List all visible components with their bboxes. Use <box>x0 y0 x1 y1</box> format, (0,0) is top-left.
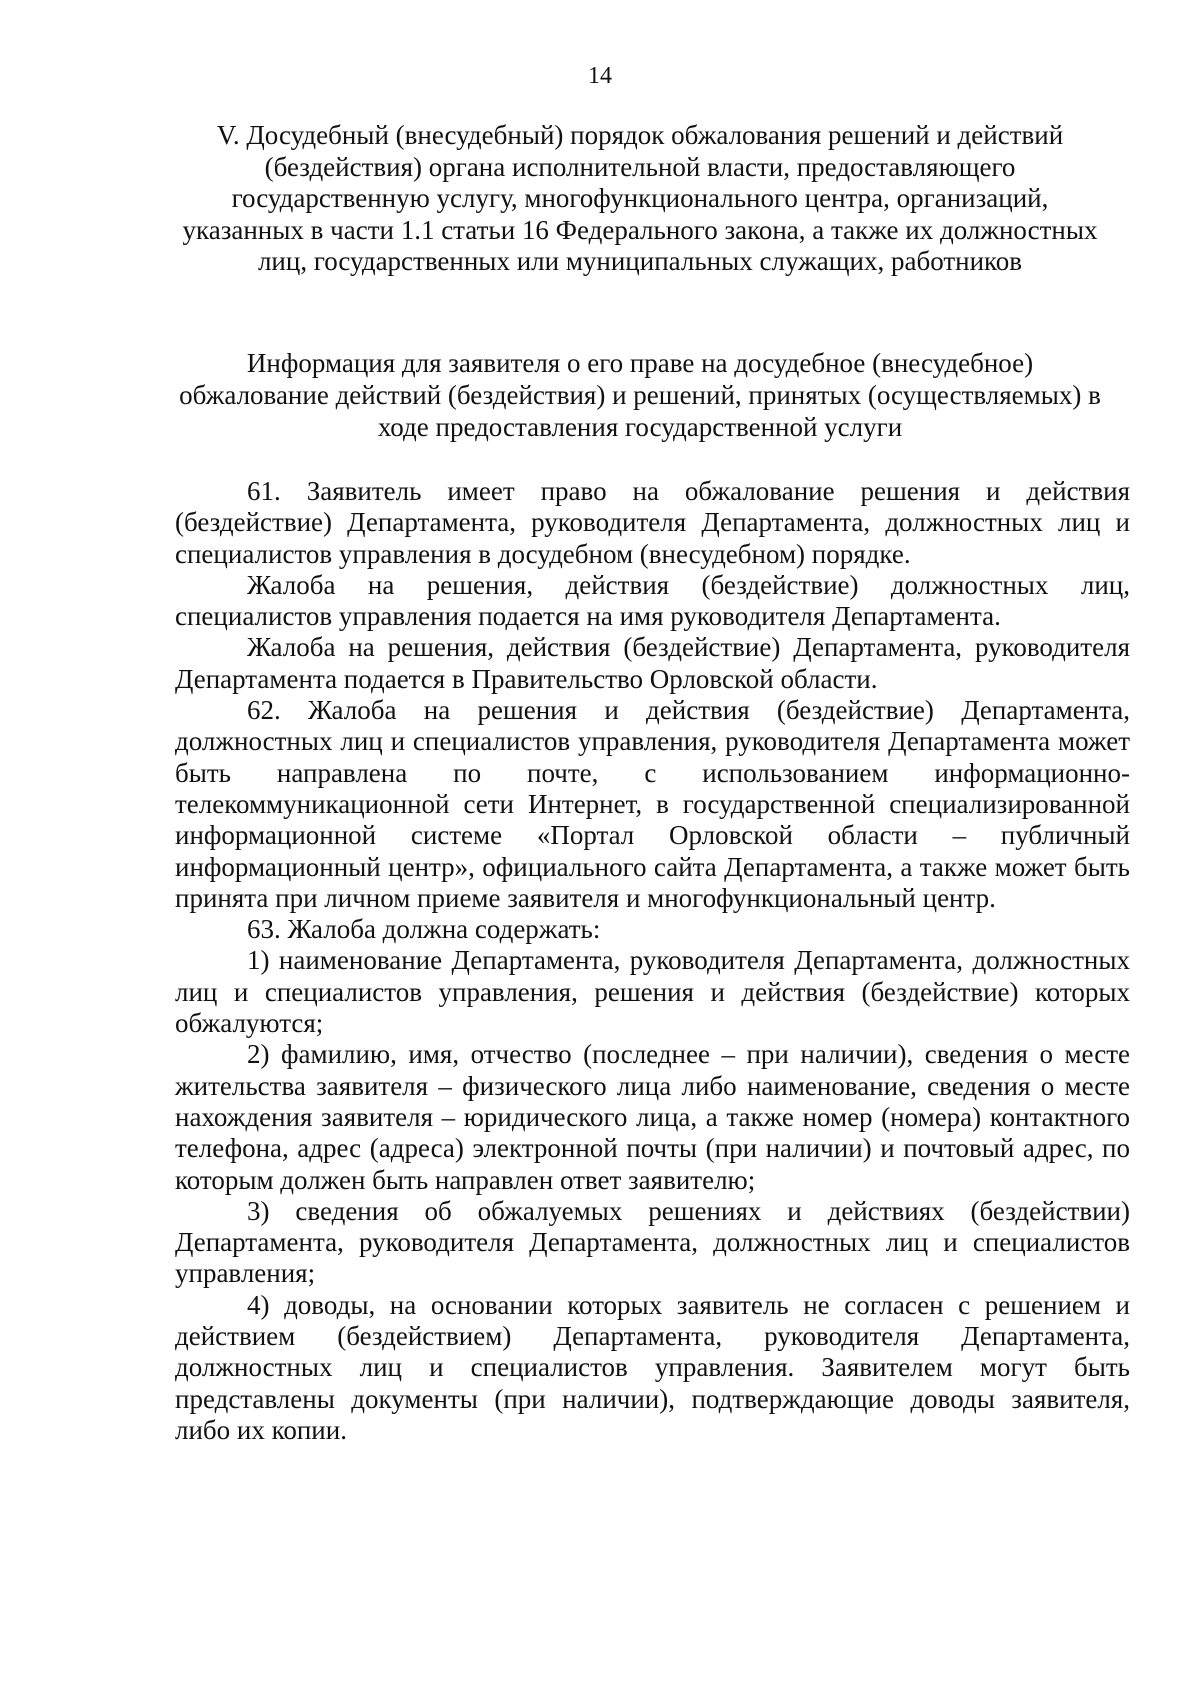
paragraph-61: 61. Заявитель имеет право на обжалование решения и действия (бездействие) Департамента, руководителя Департамента, должностных лиц и специалистов управления в досудебном (внесудебном) порядке. <box>175 476 1130 569</box>
paragraph-complaint-officials: Жалоба на решения, действия (бездействие) должностных лиц, специалистов управления подается на имя руководителя Департамента. <box>175 569 1130 632</box>
section-heading: V. Досудебный (внесудебный) порядок обжалования решений и действий (бездействия) органа исполнительной власти, предоставляющего государственную услугу, многофункционального центра, организаций, указанных в части 1.1 статьи 16 Федерального закона, а также их должностных лиц, государственных или муниципальных служащих, работников <box>182 120 1098 276</box>
list-item-2: 2) фамилию, имя, отчество (последнее – при наличии), сведения о месте жительства заявителя – физического лица либо наименование, сведения о месте нахождения заявителя – юридического лица, а также номер (номера) контактного телефона, адрес (адреса) электронной почты (при наличии) и почтовый адрес, по которым должен быть направлен ответ заявителю; <box>175 1039 1130 1195</box>
page-number: 14 <box>588 63 612 89</box>
list-item-1: 1) наименование Департамента, руководителя Департамента, должностных лиц и специалистов управления, решения и действия (бездействие) которых обжалуются; <box>175 945 1130 1039</box>
list-item-4: 4) доводы, на основании которых заявитель не согласен с решением и действием (бездействием) Департамента, руководителя Департамента, должностных лиц и специалистов управления. Заявителем могут быть представлены документы (при наличии), подтверждающие доводы заявителя, либо их копии. <box>175 1289 1130 1445</box>
paragraph-complaint-department: Жалоба на решения, действия (бездействие) Департамента, руководителя Департамента подается в Правительство Орловской области. <box>175 632 1130 694</box>
paragraph-63: 63. Жалоба должна содержать: <box>247 914 601 945</box>
subheading: Информация для заявителя о его праве на досудебное (внесудебное) обжалование действий (бездействия) и решений, принятых (осуществляемых) в ходе предоставления государственной услуги <box>179 348 1101 442</box>
list-item-3: 3) сведения об обжалуемых решениях и действиях (бездействии) Департамента, руководителя Департамента, должностных лиц и специалистов управления; <box>175 1195 1130 1289</box>
paragraph-62: 62. Жалоба на решения и действия (бездействие) Департамента, должностных лиц и специалистов управления, руководителя Департамента может быть направлена по почте, с использованием информационно-телекоммуникационной сети Интернет, в государственной специализированной информационной системе «Портал Орловской области – публичный информационный центр», официального сайта Департамента, а также может быть принята при личном приеме заявителя и многофункциональный центр. <box>175 695 1130 913</box>
body-text <box>175 476 1130 1446</box>
